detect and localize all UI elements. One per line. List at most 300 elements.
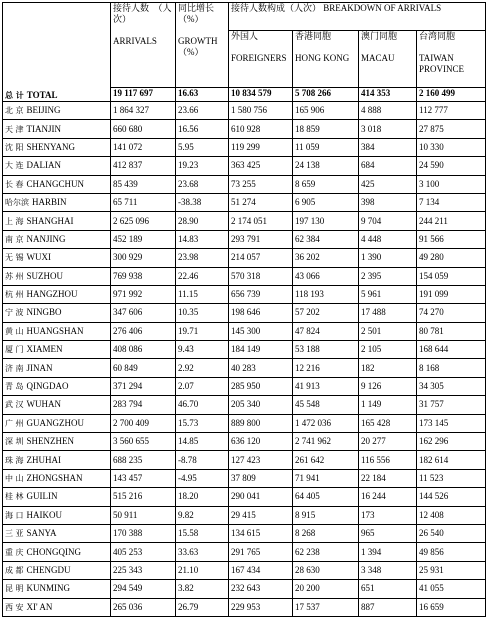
growth-cell: 46.70 — [176, 396, 229, 414]
city-cell — [3, 249, 111, 267]
city-name-cn: 珠 海 — [5, 455, 24, 465]
growth-cell: 5.95 — [176, 138, 229, 156]
hongkong-cell: 24 138 — [293, 157, 359, 175]
city-name-cn: 桂 林 — [5, 492, 24, 502]
hongkong-cell: 197 130 — [293, 212, 359, 230]
growth-cell: 21.10 — [176, 561, 229, 579]
table-row — [3, 451, 486, 469]
table-row — [3, 120, 486, 138]
hongkong-cell: 8 659 — [293, 175, 359, 193]
city-name-en: DALIAN — [26, 160, 62, 171]
table-row — [3, 230, 486, 248]
hongkong-cell: 118 193 — [293, 285, 359, 303]
growth-cell: 16.56 — [176, 120, 229, 138]
arrivals-cell: 276 406 — [111, 322, 176, 340]
taiwan-cell: 112 777 — [417, 102, 486, 120]
city-name-cn: 北 京 — [5, 106, 24, 116]
city-name-cn: 武 汉 — [5, 400, 24, 410]
arrivals-cell: 283 794 — [111, 396, 176, 414]
hongkong-cell: 36 202 — [293, 249, 359, 267]
foreigners-cell: 37 809 — [229, 469, 293, 487]
breakdown-header: 接待人数构成（人次） BREAKDOWN OF ARRIVALS — [231, 3, 442, 13]
growth-cell: 9.43 — [176, 341, 229, 359]
city-header-cell — [3, 3, 111, 102]
foreigners-cell: 570 318 — [229, 267, 293, 285]
macau-cell: 965 — [359, 524, 417, 542]
table-row — [3, 193, 486, 211]
arrivals-cell: 60 849 — [111, 359, 176, 377]
city-name-en: SHENYANG — [26, 141, 76, 152]
city-cell — [3, 451, 111, 469]
taiwan-cell: 11 523 — [417, 469, 486, 487]
hongkong-cell: 57 202 — [293, 304, 359, 322]
foreigners-cell: 198 646 — [229, 304, 293, 322]
taiwan-cell: 49 856 — [417, 543, 486, 561]
statistics-table-page — [0, 2, 487, 612]
city-name-cn: 哈尔滨 — [5, 198, 29, 208]
taiwan-cell: 49 280 — [417, 249, 486, 267]
hongkong-cell: 62 238 — [293, 543, 359, 561]
foreigners-cell: 229 953 — [229, 598, 293, 616]
growth-cell: -8.78 — [176, 451, 229, 469]
total-macau: 414 353 — [359, 88, 417, 102]
hongkong-header-en: HONG KONG — [295, 53, 350, 63]
city-name-en: WUXI — [26, 252, 52, 263]
foreigners-cell: 214 057 — [229, 249, 293, 267]
macau-cell: 398 — [359, 193, 417, 211]
hongkong-cell: 53 188 — [293, 341, 359, 359]
growth-cell: 11.15 — [176, 285, 229, 303]
growth-cell: 23.98 — [176, 249, 229, 267]
city-name-en: WUHAN — [26, 399, 62, 410]
arrivals-cell: 143 457 — [111, 469, 176, 487]
macau-cell: 2 395 — [359, 267, 417, 285]
growth-cell: 2.92 — [176, 359, 229, 377]
taiwan-cell: 144 526 — [417, 488, 486, 506]
taiwan-cell: 244 211 — [417, 212, 486, 230]
table-row — [3, 377, 486, 395]
table-row — [3, 543, 486, 561]
arrivals-cell: 408 086 — [111, 341, 176, 359]
table-row — [3, 469, 486, 487]
foreigners-cell: 51 274 — [229, 193, 293, 211]
hongkong-cell: 261 642 — [293, 451, 359, 469]
total-hongkong: 5 708 266 — [293, 88, 359, 102]
city-name-cn: 黄 山 — [5, 326, 24, 336]
hongkong-cell: 1 472 036 — [293, 414, 359, 432]
city-cell — [3, 396, 111, 414]
growth-cell: 18.20 — [176, 488, 229, 506]
city-name-en: KUNMING — [26, 583, 71, 594]
growth-cell: -4.95 — [176, 469, 229, 487]
growth-cell: 19.71 — [176, 322, 229, 340]
city-name-cn: 南 京 — [5, 234, 24, 244]
total-foreigners: 10 834 579 — [229, 88, 293, 102]
foreigners-cell: 184 149 — [229, 341, 293, 359]
city-name-cn: 宁 波 — [5, 308, 24, 318]
table-row — [3, 102, 486, 120]
foreigners-cell: 127 423 — [229, 451, 293, 469]
hongkong-cell: 11 059 — [293, 138, 359, 156]
foreigners-cell: 889 800 — [229, 414, 293, 432]
city-cell — [3, 267, 111, 285]
growth-cell: 23.68 — [176, 175, 229, 193]
city-cell — [3, 377, 111, 395]
hongkong-cell: 43 066 — [293, 267, 359, 285]
table-row — [3, 561, 486, 579]
table-row — [3, 322, 486, 340]
hongkong-cell: 20 200 — [293, 580, 359, 598]
foreigners-cell: 29 415 — [229, 506, 293, 524]
hongkong-cell: 28 630 — [293, 561, 359, 579]
taiwan-cell: 41 055 — [417, 580, 486, 598]
city-name-en: TIANJIN — [26, 123, 62, 134]
city-name-cn: 成 都 — [5, 565, 24, 575]
taiwan-cell: 80 781 — [417, 322, 486, 340]
hongkong-cell: 165 906 — [293, 102, 359, 120]
city-name-cn: 广 州 — [5, 418, 24, 428]
city-name-en: CHONGQING — [26, 546, 82, 557]
city-name-en: HAIKOU — [26, 509, 63, 520]
foreigners-cell: 145 300 — [229, 322, 293, 340]
table-row — [3, 285, 486, 303]
foreigners-cell: 293 791 — [229, 230, 293, 248]
table-row — [3, 341, 486, 359]
city-cell — [3, 414, 111, 432]
macau-cell: 887 — [359, 598, 417, 616]
macau-cell: 2 105 — [359, 341, 417, 359]
macau-header-cell — [359, 31, 417, 88]
city-cell — [3, 157, 111, 175]
arrivals-cell: 405 253 — [111, 543, 176, 561]
foreigners-cell: 363 425 — [229, 157, 293, 175]
macau-cell: 165 428 — [359, 414, 417, 432]
foreigners-cell: 290 041 — [229, 488, 293, 506]
table-row — [3, 138, 486, 156]
table-row — [3, 212, 486, 230]
arrivals-table — [2, 2, 486, 617]
taiwan-cell: 182 614 — [417, 451, 486, 469]
table-row — [3, 249, 486, 267]
city-name-cn: 天 津 — [5, 124, 24, 134]
total-label-en: TOTAL — [26, 90, 58, 100]
taiwan-cell: 173 145 — [417, 414, 486, 432]
taiwan-cell: 16 659 — [417, 598, 486, 616]
arrivals-cell: 2 625 096 — [111, 212, 176, 230]
arrivals-cell: 688 235 — [111, 451, 176, 469]
arrivals-cell: 769 938 — [111, 267, 176, 285]
arrivals-cell: 294 549 — [111, 580, 176, 598]
taiwan-header-cn: 台湾同胞 — [419, 31, 456, 41]
city-name-cn: 苏 州 — [5, 271, 24, 281]
taiwan-header-cell — [417, 31, 486, 88]
foreigners-cell: 134 615 — [229, 524, 293, 542]
city-cell — [3, 230, 111, 248]
city-name-en: XI' AN — [26, 601, 53, 612]
arrivals-cell: 225 343 — [111, 561, 176, 579]
taiwan-header-en: TAIWAN PROVINCE — [419, 53, 465, 74]
growth-header-en: GROWTH（%） — [178, 36, 218, 57]
macau-cell: 684 — [359, 157, 417, 175]
macau-cell: 116 556 — [359, 451, 417, 469]
taiwan-cell: 168 644 — [417, 341, 486, 359]
table-row — [3, 598, 486, 616]
arrivals-header-cell — [111, 3, 176, 88]
city-name-en: SUZHOU — [26, 270, 64, 281]
taiwan-cell: 154 059 — [417, 267, 486, 285]
city-name-en: HARBIN — [32, 197, 67, 208]
growth-cell: -38.38 — [176, 193, 229, 211]
growth-cell: 9.82 — [176, 506, 229, 524]
city-cell — [3, 304, 111, 322]
city-cell — [3, 598, 111, 616]
table-row — [3, 524, 486, 542]
foreigners-cell: 610 928 — [229, 120, 293, 138]
macau-cell: 1 394 — [359, 543, 417, 561]
macau-cell: 4 448 — [359, 230, 417, 248]
city-name-en: SANYA — [26, 528, 57, 539]
table-row — [3, 157, 486, 175]
city-cell — [3, 524, 111, 542]
city-name-cn: 长 春 — [5, 179, 24, 189]
macau-cell: 2 501 — [359, 322, 417, 340]
table-row — [3, 414, 486, 432]
hongkong-cell: 2 741 962 — [293, 433, 359, 451]
table-row — [3, 175, 486, 193]
hongkong-cell: 8 915 — [293, 506, 359, 524]
foreigners-header-cn: 外国人 — [231, 31, 259, 41]
table-row — [3, 580, 486, 598]
city-cell — [3, 359, 111, 377]
city-name-en: CHANGCHUN — [26, 178, 85, 189]
taiwan-cell: 34 305 — [417, 377, 486, 395]
city-name-cn: 沈 阳 — [5, 142, 24, 152]
macau-cell: 384 — [359, 138, 417, 156]
taiwan-cell: 26 540 — [417, 524, 486, 542]
taiwan-cell: 91 566 — [417, 230, 486, 248]
macau-cell: 425 — [359, 175, 417, 193]
growth-cell: 26.79 — [176, 598, 229, 616]
city-cell — [3, 543, 111, 561]
city-cell — [3, 322, 111, 340]
growth-cell: 14.85 — [176, 433, 229, 451]
taiwan-cell: 24 590 — [417, 157, 486, 175]
city-cell — [3, 488, 111, 506]
hongkong-cell: 41 913 — [293, 377, 359, 395]
growth-cell: 15.73 — [176, 414, 229, 432]
foreigners-cell: 1 580 756 — [229, 102, 293, 120]
hongkong-header-cell — [293, 31, 359, 88]
macau-cell: 4 888 — [359, 102, 417, 120]
arrivals-header-en: ARRIVALS — [113, 36, 157, 46]
city-cell — [3, 561, 111, 579]
arrivals-cell: 65 711 — [111, 193, 176, 211]
arrivals-cell: 515 216 — [111, 488, 176, 506]
foreigners-cell: 167 434 — [229, 561, 293, 579]
macau-cell: 651 — [359, 580, 417, 598]
city-name-en: CHENGDU — [26, 564, 71, 575]
city-cell — [3, 433, 111, 451]
city-name-en: NINGBO — [26, 307, 62, 318]
city-name-en: HUANGSHAN — [26, 325, 84, 336]
taiwan-cell: 25 931 — [417, 561, 486, 579]
city-cell — [3, 102, 111, 120]
growth-cell: 15.58 — [176, 524, 229, 542]
hongkong-cell: 64 405 — [293, 488, 359, 506]
growth-header-cell — [176, 3, 229, 88]
city-name-cn: 济 南 — [5, 363, 24, 373]
table-row — [3, 304, 486, 322]
arrivals-cell: 412 837 — [111, 157, 176, 175]
city-name-cn: 厦 门 — [5, 345, 24, 355]
city-name-en: QINGDAO — [26, 381, 69, 392]
arrivals-cell: 1 864 327 — [111, 102, 176, 120]
city-cell — [3, 341, 111, 359]
hongkong-header-cn: 香港同胞 — [295, 31, 332, 41]
city-name-cn: 青 岛 — [5, 382, 24, 392]
table-row — [3, 506, 486, 524]
macau-cell: 16 244 — [359, 488, 417, 506]
arrivals-cell: 50 911 — [111, 506, 176, 524]
macau-header-cn: 澳门同胞 — [361, 31, 398, 41]
macau-cell: 22 184 — [359, 469, 417, 487]
hongkong-cell: 8 268 — [293, 524, 359, 542]
breakdown-header-cell — [229, 3, 486, 31]
hongkong-cell: 45 548 — [293, 396, 359, 414]
city-name-cn: 上 海 — [5, 216, 24, 226]
hongkong-cell: 62 384 — [293, 230, 359, 248]
foreigners-cell: 636 120 — [229, 433, 293, 451]
arrivals-cell: 265 036 — [111, 598, 176, 616]
macau-header-en: MACAU — [361, 53, 395, 63]
table-row — [3, 359, 486, 377]
city-name-en: HANGZHOU — [26, 289, 78, 300]
table-row — [3, 396, 486, 414]
hongkong-cell: 17 537 — [293, 598, 359, 616]
arrivals-cell: 452 189 — [111, 230, 176, 248]
city-name-en: SHENZHEN — [26, 436, 75, 447]
city-cell — [3, 506, 111, 524]
total-taiwan: 2 160 499 — [417, 88, 486, 102]
growth-cell: 19.23 — [176, 157, 229, 175]
macau-cell: 20 277 — [359, 433, 417, 451]
total-arrivals: 19 117 697 — [111, 88, 176, 102]
arrivals-cell: 170 388 — [111, 524, 176, 542]
city-name-en: BEIJING — [26, 105, 61, 116]
city-name-en: JINAN — [26, 362, 53, 373]
city-name-en: GUANGZHOU — [26, 417, 85, 428]
foreigners-cell: 2 174 051 — [229, 212, 293, 230]
city-name-cn: 无 锡 — [5, 253, 24, 263]
taiwan-cell: 191 099 — [417, 285, 486, 303]
city-name-cn: 大 连 — [5, 161, 24, 171]
growth-cell: 23.66 — [176, 102, 229, 120]
city-name-cn: 杭 州 — [5, 290, 24, 300]
macau-cell: 5 961 — [359, 285, 417, 303]
arrivals-cell: 347 606 — [111, 304, 176, 322]
taiwan-cell: 12 408 — [417, 506, 486, 524]
foreigners-cell: 656 739 — [229, 285, 293, 303]
header-row-top — [3, 3, 486, 31]
arrivals-cell: 300 929 — [111, 249, 176, 267]
taiwan-cell: 10 330 — [417, 138, 486, 156]
city-cell — [3, 193, 111, 211]
hongkong-cell: 71 941 — [293, 469, 359, 487]
foreigners-cell: 205 340 — [229, 396, 293, 414]
foreigners-cell: 119 299 — [229, 138, 293, 156]
city-name-en: NANJING — [26, 233, 66, 244]
arrivals-cell: 3 560 655 — [111, 433, 176, 451]
growth-cell: 14.83 — [176, 230, 229, 248]
arrivals-header-cn: 接待人数 （人次） — [113, 3, 172, 24]
macau-cell: 1 390 — [359, 249, 417, 267]
city-cell — [3, 469, 111, 487]
city-cell — [3, 120, 111, 138]
taiwan-cell: 7 134 — [417, 193, 486, 211]
hongkong-cell: 12 216 — [293, 359, 359, 377]
growth-cell: 10.35 — [176, 304, 229, 322]
hongkong-cell: 47 824 — [293, 322, 359, 340]
city-name-cn: 深 圳 — [5, 437, 24, 447]
hongkong-cell: 6 905 — [293, 193, 359, 211]
city-name-en: SHANGHAI — [26, 215, 74, 226]
city-name-en: ZHONGSHAN — [26, 473, 83, 483]
arrivals-cell: 141 072 — [111, 138, 176, 156]
foreigners-cell: 232 643 — [229, 580, 293, 598]
arrivals-cell: 971 992 — [111, 285, 176, 303]
arrivals-cell: 2 700 409 — [111, 414, 176, 432]
foreigners-cell: 73 255 — [229, 175, 293, 193]
foreigners-cell: 40 283 — [229, 359, 293, 377]
macau-cell: 3 348 — [359, 561, 417, 579]
taiwan-cell: 27 875 — [417, 120, 486, 138]
city-cell — [3, 138, 111, 156]
macau-cell: 1 149 — [359, 396, 417, 414]
city-name-cn: 海 口 — [5, 510, 24, 520]
taiwan-cell: 31 757 — [417, 396, 486, 414]
growth-cell: 2.07 — [176, 377, 229, 395]
growth-cell: 33.63 — [176, 543, 229, 561]
macau-cell: 9 704 — [359, 212, 417, 230]
table-row — [3, 267, 486, 285]
foreigners-cell: 291 765 — [229, 543, 293, 561]
macau-cell: 3 018 — [359, 120, 417, 138]
city-cell — [3, 175, 111, 193]
taiwan-cell: 162 296 — [417, 433, 486, 451]
city-cell — [3, 285, 111, 303]
taiwan-cell: 3 100 — [417, 175, 486, 193]
arrivals-cell: 85 439 — [111, 175, 176, 193]
city-name-cn: 中 山 — [5, 474, 24, 483]
arrivals-cell: 371 294 — [111, 377, 176, 395]
city-name-cn: 西 安 — [5, 602, 24, 612]
taiwan-cell: 74 270 — [417, 304, 486, 322]
city-rows — [3, 102, 486, 617]
city-name-en: XIAMEN — [26, 344, 63, 355]
macau-cell: 173 — [359, 506, 417, 524]
arrivals-cell: 660 680 — [111, 120, 176, 138]
growth-header-cn: 同比增长（%） — [178, 3, 215, 24]
macau-cell: 9 126 — [359, 377, 417, 395]
table-row — [3, 433, 486, 451]
growth-cell: 28.90 — [176, 212, 229, 230]
taiwan-cell: 8 168 — [417, 359, 486, 377]
foreigners-header-cell — [229, 31, 293, 88]
foreigners-header-en: FOREIGNERS — [231, 53, 287, 63]
growth-cell: 22.46 — [176, 267, 229, 285]
total-growth: 16.63 — [176, 88, 229, 102]
foreigners-cell: 285 950 — [229, 377, 293, 395]
